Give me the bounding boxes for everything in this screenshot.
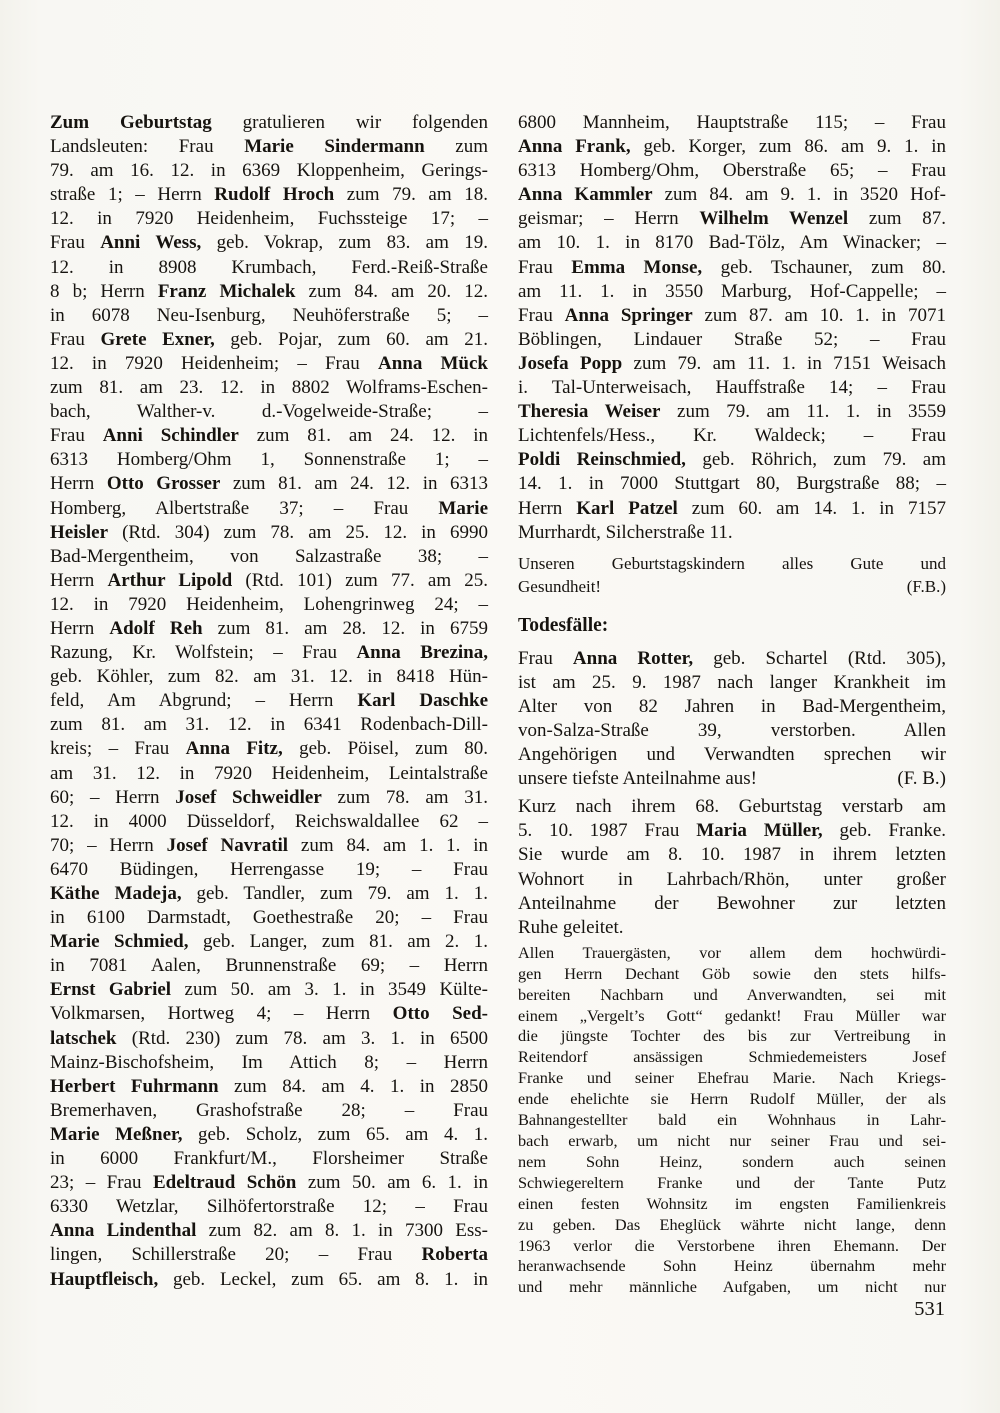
text-line bbox=[518, 328, 946, 352]
text-segment: 12. in 7920 Heidenheim; – Frau bbox=[50, 352, 378, 374]
bold-name-text: Rudolf Hroch bbox=[214, 184, 335, 206]
text-line bbox=[50, 1051, 488, 1075]
text-segment: 12. in 7920 Heidenheim, Fuchssteige 17; – bbox=[50, 208, 488, 230]
text-segment: Mainz-Bischofsheim, Im Attich 8; – Herrn bbox=[50, 1051, 488, 1073]
text-segment: zum 84. am 20. 12. bbox=[295, 280, 488, 302]
bold-name-text: Otto Sed- bbox=[392, 1003, 488, 1025]
bold-name-text: Anna Lindenthal bbox=[50, 1220, 197, 1242]
bold-name-text: Hauptfleisch, bbox=[50, 1268, 159, 1290]
text-segment: nem Sohn Heinz, sondern auch seinen bbox=[518, 1151, 946, 1171]
text-segment: gen Herrn Dechant Göb sowie den stets hilfs- bbox=[518, 963, 946, 983]
text-segment: Herrn bbox=[50, 617, 110, 639]
text-line bbox=[518, 1068, 946, 1089]
text-segment: bach, Walther-v. d.-Vogelweide-Straße; – bbox=[50, 401, 488, 423]
text-line bbox=[50, 1195, 488, 1219]
text-line bbox=[518, 695, 946, 719]
text-line bbox=[518, 256, 946, 280]
text-line bbox=[518, 985, 946, 1006]
text-line bbox=[518, 1047, 946, 1068]
text-line bbox=[518, 1215, 946, 1236]
text-line bbox=[518, 819, 946, 843]
text-segment: 6330 Wetzlar, Silhöfertorstraße 12; – Frau bbox=[50, 1196, 488, 1218]
text-line bbox=[50, 1268, 488, 1292]
text-line bbox=[50, 207, 488, 231]
text-line bbox=[50, 376, 488, 400]
bold-name-text: Karl Daschke bbox=[357, 690, 489, 712]
text-segment: Alter von 82 Jahren in Bad-Mergentheim, bbox=[518, 695, 946, 717]
death-notice-rotter bbox=[518, 647, 946, 792]
bold-name-text: latschek bbox=[50, 1027, 117, 1049]
bold-name-text: Anna Kammler bbox=[518, 184, 653, 206]
text-segment: zum 87. bbox=[848, 208, 946, 230]
text-segment: und mehr männliche Aufgaben, um nicht nur bbox=[518, 1277, 946, 1297]
bold-name-text: Anna Frank, bbox=[518, 136, 631, 158]
text-line bbox=[518, 280, 946, 304]
text-segment: zum 87. am 10. 1. in 7071 bbox=[692, 304, 947, 326]
text-segment: geb. Pöisel, zum 80. bbox=[282, 738, 488, 760]
text-line bbox=[50, 472, 488, 496]
text-line bbox=[50, 786, 488, 810]
text-segment: zum 84. am 9. 1. in 3520 Hof- bbox=[652, 184, 946, 206]
text-segment: geb. Vokrap, zum 83. am 19. bbox=[201, 232, 489, 254]
text-line bbox=[50, 810, 488, 834]
text-line bbox=[518, 1110, 946, 1131]
bold-name-text: Marie bbox=[438, 497, 488, 519]
text-segment: (Rtd. 304) zum 78. am 25. 12. in 6990 bbox=[108, 521, 488, 543]
text-segment: Schwiegereltern Franke und der Tante Putz bbox=[518, 1172, 946, 1192]
text-segment: geb. Röhrich, zum 79. am bbox=[685, 449, 946, 471]
text-segment: Lichtenfels/Hess., Kr. Waldeck; – Frau bbox=[518, 425, 946, 447]
bold-name-text: Maria Müller, bbox=[696, 820, 823, 842]
left-text-column bbox=[50, 111, 488, 1298]
text-segment: (F. B.) bbox=[897, 768, 946, 790]
text-line bbox=[50, 713, 488, 737]
text-segment: geb. Scholz, zum 65. am 4. 1. bbox=[182, 1123, 488, 1145]
text-segment: Murrhardt, Silcherstraße 11. bbox=[518, 521, 733, 543]
text-segment: geb. Köhler, zum 82. am 31. 12. in 8418 Hün- bbox=[50, 666, 488, 688]
bold-name-text: Anna Rotter, bbox=[572, 647, 694, 669]
text-segment: in 6100 Darmstadt, Goethestraße 20; – Frau bbox=[50, 907, 488, 929]
text-segment: bereiten Nachbarn und Anverwandten, sei mit bbox=[518, 984, 946, 1004]
text-segment: 12. in 4000 Düsseldorf, Reichswaldallee 62 – bbox=[50, 810, 488, 832]
text-segment: ist am 25. 9. 1987 nach langer Krankheit im bbox=[518, 671, 946, 693]
text-line bbox=[518, 868, 946, 892]
bold-name-text: Josefa Popp bbox=[518, 352, 623, 374]
text-segment: 12. in 8908 Krumbach, Ferd.-Reiß-Straße bbox=[50, 256, 488, 278]
text-segment: einem „Vergelt’s Gott“ gedankt! Frau Müller war bbox=[518, 1005, 946, 1025]
text-segment: am 31. 12. in 7920 Heidenheim, Leintalstraße bbox=[50, 762, 488, 784]
text-line bbox=[50, 665, 488, 689]
text-line bbox=[50, 978, 488, 1002]
text-line bbox=[50, 954, 488, 978]
text-line bbox=[518, 424, 946, 448]
text-line bbox=[50, 617, 488, 641]
text-segment: Gesundheit! bbox=[518, 576, 602, 596]
text-segment: zum bbox=[424, 136, 489, 158]
text-line bbox=[518, 183, 946, 207]
text-line bbox=[518, 376, 946, 400]
text-segment: 6800 Mannheim, Hauptstraße 115; – Frau bbox=[518, 112, 946, 133]
text-line bbox=[50, 183, 488, 207]
text-segment: die jüngste Tochter des bis zur Vertreibung in bbox=[518, 1026, 946, 1046]
bold-name-text: Josef Schweidler bbox=[175, 786, 322, 808]
birthday-continuation bbox=[518, 111, 946, 545]
text-line bbox=[50, 1099, 488, 1123]
text-segment: am 11. 1. in 3550 Marburg, Hof-Cappelle; – bbox=[518, 280, 946, 302]
text-segment: (Rtd. 101) zum 77. am 25. bbox=[232, 569, 489, 591]
text-line bbox=[518, 1026, 946, 1047]
bold-name-text: Marie Schmied, bbox=[50, 931, 189, 953]
text-segment: 5. 10. 1987 Frau bbox=[518, 820, 697, 842]
text-segment: Bremerhaven, Grashofstraße 28; – Frau bbox=[50, 1099, 488, 1121]
text-segment: einen festen Wohnsitz im engsten Familienkreis bbox=[518, 1193, 946, 1213]
text-segment: bach erwarb, um nicht nur seiner Frau und sei- bbox=[518, 1130, 946, 1150]
bold-name-text: Arthur Lipold bbox=[107, 569, 233, 591]
text-segment: Frau bbox=[50, 328, 101, 350]
text-line bbox=[518, 767, 946, 791]
text-segment: Wohnort in Lahrbach/Rhön, unter großer bbox=[518, 868, 946, 890]
text-segment: Bahnangestellter bald ein Wohnhaus in Lahr- bbox=[518, 1110, 946, 1130]
bold-name-text: Poldi Reinschmied, bbox=[518, 449, 686, 471]
text-line bbox=[50, 689, 488, 713]
text-line bbox=[518, 892, 946, 916]
text-segment: zum 79. am 11. 1. in 7151 Weisach bbox=[622, 352, 946, 374]
text-segment: Frau bbox=[518, 256, 572, 278]
text-segment: zum 50. am 6. 1. in bbox=[296, 1172, 489, 1194]
text-line bbox=[518, 111, 946, 135]
text-segment: Allen Trauergästen, vor allem dem hochwürdi- bbox=[518, 942, 946, 962]
text-segment: Ruhe geleitet. bbox=[518, 916, 624, 938]
birthday-wishes-note bbox=[518, 552, 946, 598]
text-line bbox=[50, 352, 488, 376]
text-segment: geb. Pojar, zum 60. am 21. bbox=[214, 328, 489, 350]
text-segment: zum 50. am 3. 1. in 3549 Külte- bbox=[171, 979, 488, 1001]
text-segment: 79. am 16. 12. in 6369 Kloppenheim, Gerings- bbox=[50, 160, 488, 182]
bold-name-text: Anna Springer bbox=[564, 304, 693, 326]
text-line bbox=[518, 1089, 946, 1110]
text-segment: heranwachsende Sohn Heinz übernahm mehr bbox=[518, 1256, 946, 1276]
text-line bbox=[518, 552, 946, 575]
text-line bbox=[50, 737, 488, 761]
page-number: 531 bbox=[914, 1298, 945, 1320]
text-line bbox=[50, 521, 488, 545]
text-segment: zum 81. am 31. 12. in 6341 Rodenbach-Dill- bbox=[50, 714, 488, 736]
text-line bbox=[50, 231, 488, 255]
bold-name-text: Emma Monse, bbox=[571, 256, 703, 278]
bold-name-text: Herbert Fuhrmann bbox=[50, 1075, 219, 1097]
text-segment: 1963 verlor die Verstorbene ihren Ehemann. Der bbox=[518, 1235, 946, 1255]
text-line bbox=[518, 352, 946, 376]
text-line bbox=[518, 231, 946, 255]
text-segment: straße 1; – Herrn bbox=[50, 184, 215, 206]
text-segment: geb. Schartel (Rtd. 305), bbox=[693, 647, 947, 669]
bold-name-text: Anna Brezina, bbox=[356, 642, 488, 664]
bold-name-text: Marie Meßner, bbox=[50, 1123, 183, 1145]
text-line bbox=[518, 843, 946, 867]
right-text-column bbox=[518, 111, 946, 1298]
text-line bbox=[50, 497, 488, 521]
text-segment: in 7081 Aalen, Brunnenstraße 69; – Herrn bbox=[50, 955, 488, 977]
bold-name-text: Wilhelm Wenzel bbox=[699, 208, 849, 230]
obituary-paragraph bbox=[518, 943, 946, 1298]
text-segment: zum 60. am 14. 1. in 7157 bbox=[677, 497, 946, 519]
text-segment: Frau bbox=[518, 304, 565, 326]
text-segment: kreis; – Frau bbox=[50, 738, 186, 760]
text-segment: gratulieren wir folgenden bbox=[211, 112, 488, 133]
text-segment: 14. 1. in 7000 Stuttgart 80, Burgstraße 88; – bbox=[518, 473, 946, 495]
text-line bbox=[50, 1219, 488, 1243]
bold-name-text: Käthe Madeja, bbox=[50, 883, 182, 904]
text-line bbox=[50, 256, 488, 280]
text-segment: Reitendorf ansässigen Schmiedemeisters Josef bbox=[518, 1047, 946, 1067]
text-segment: 6313 Homberg/Ohm, Oberstraße 65; – Frau bbox=[518, 160, 946, 182]
text-segment: geb. Leckel, zum 65. am 8. 1. in bbox=[158, 1268, 488, 1290]
text-segment: zum 82. am 8. 1. in 7300 Ess- bbox=[196, 1220, 488, 1242]
text-segment: Frau bbox=[518, 647, 573, 669]
text-segment: feld, Am Abgrund; – Herrn bbox=[50, 690, 358, 712]
text-line bbox=[50, 858, 488, 882]
text-segment: Herrn bbox=[50, 569, 108, 591]
text-segment: 60; – Herrn bbox=[50, 786, 176, 808]
text-segment: zum 79. am 18. bbox=[334, 184, 488, 206]
text-line bbox=[50, 159, 488, 183]
text-segment: 12. in 7920 Heidenheim, Lohengrinweg 24; – bbox=[50, 593, 488, 615]
text-line bbox=[50, 1002, 488, 1026]
text-line bbox=[518, 400, 946, 424]
text-line bbox=[50, 328, 488, 352]
text-segment: geismar; – Herrn bbox=[518, 208, 700, 230]
text-line bbox=[50, 641, 488, 665]
bold-name-text: Theresia Weiser bbox=[518, 401, 661, 423]
bold-name-text: Ernst Gabriel bbox=[50, 979, 172, 1001]
bold-name-text: Anni Schindler bbox=[102, 425, 239, 447]
text-line bbox=[518, 521, 946, 545]
text-line bbox=[50, 545, 488, 569]
text-line bbox=[518, 647, 946, 671]
text-segment: geb. Tschauner, zum 80. bbox=[702, 256, 947, 278]
text-line bbox=[518, 964, 946, 985]
text-line bbox=[518, 743, 946, 767]
text-segment: Unseren Geburtstagskindern alles Gute und bbox=[518, 553, 946, 573]
text-line bbox=[50, 448, 488, 472]
text-segment: 8 b; Herrn bbox=[50, 280, 158, 302]
text-segment: zum 81. am 28. 12. in 6759 bbox=[202, 617, 489, 639]
text-line bbox=[50, 280, 488, 304]
text-segment: Herrn bbox=[518, 497, 577, 519]
text-segment: Bad-Mergentheim, von Salzastraße 38; – bbox=[50, 545, 488, 567]
text-line bbox=[518, 1236, 946, 1257]
text-segment: geb. Franke. bbox=[822, 820, 947, 842]
bold-name-text: Otto Grosser bbox=[106, 473, 221, 495]
text-segment: Böblingen, Lindauer Straße 52; – Frau bbox=[518, 328, 946, 350]
text-segment: (F.B.) bbox=[906, 576, 946, 596]
text-line bbox=[518, 1006, 946, 1027]
bold-name-text: Josef Navratil bbox=[166, 834, 289, 856]
text-line bbox=[50, 111, 488, 135]
text-line bbox=[518, 448, 946, 472]
text-segment: 70; – Herrn bbox=[50, 834, 167, 856]
text-line bbox=[50, 882, 488, 906]
text-line bbox=[518, 1152, 946, 1173]
text-segment: zum 78. am 31. bbox=[321, 786, 488, 808]
text-segment: 6313 Homberg/Ohm 1, Sonnenstraße 1; – bbox=[50, 449, 488, 471]
text-line bbox=[50, 1147, 488, 1171]
text-segment: geb. Tandler, zum 79. am 1. 1. bbox=[181, 883, 488, 904]
death-notice-mueller bbox=[518, 795, 946, 940]
text-line bbox=[50, 1123, 488, 1147]
text-segment: (Rtd. 230) zum 78. am 3. 1. in 6500 bbox=[116, 1027, 488, 1049]
text-line bbox=[50, 930, 488, 954]
bold-name-text: Anna Fitz, bbox=[185, 738, 283, 760]
text-line bbox=[50, 834, 488, 858]
text-segment: Razung, Kr. Wolfstein; – Frau bbox=[50, 642, 357, 664]
text-segment: am 10. 1. in 8170 Bad-Tölz, Am Winacker; – bbox=[518, 232, 946, 254]
text-segment: von-Salza-Straße 39, verstorben. Allen bbox=[518, 719, 946, 741]
bold-name-text: Grete Exner, bbox=[100, 328, 215, 350]
text-columns bbox=[50, 111, 946, 1298]
text-line bbox=[50, 1243, 488, 1267]
text-segment: Landsleuten: Frau bbox=[50, 136, 245, 158]
bold-name-text: Adolf Reh bbox=[109, 617, 203, 639]
text-line bbox=[50, 1027, 488, 1051]
text-segment: Sie wurde am 8. 10. 1987 in ihrem letzten bbox=[518, 844, 946, 866]
text-line bbox=[518, 916, 946, 940]
text-segment: zum 81. am 24. 12. in bbox=[238, 425, 489, 447]
text-segment: Kurz nach ihrem 68. Geburtstag verstarb am bbox=[518, 796, 946, 818]
text-segment: zum 79. am 11. 1. in 3559 bbox=[660, 401, 947, 423]
text-segment: Homberg, Albertstraße 37; – Frau bbox=[50, 497, 439, 519]
text-segment: unsere tiefste Anteilnahme aus! bbox=[518, 768, 758, 790]
text-line bbox=[518, 472, 946, 496]
text-line bbox=[518, 1277, 946, 1298]
text-segment: Volkmarsen, Hortweg 4; – Herrn bbox=[50, 1003, 393, 1025]
text-line bbox=[518, 671, 946, 695]
text-line bbox=[50, 424, 488, 448]
bold-name-text: Zum Geburtstag bbox=[50, 112, 212, 133]
text-line bbox=[518, 304, 946, 328]
text-line bbox=[518, 1256, 946, 1277]
text-line bbox=[518, 159, 946, 183]
text-line bbox=[518, 943, 946, 964]
text-segment: zum 84. am 1. 1. in bbox=[288, 834, 488, 856]
text-line bbox=[518, 1194, 946, 1215]
bold-name-text: Marie Sindermann bbox=[244, 136, 425, 158]
text-segment: zum 84. am 4. 1. in 2850 bbox=[218, 1075, 488, 1097]
bold-name-text: Heisler bbox=[50, 521, 109, 543]
text-line bbox=[518, 1173, 946, 1194]
text-line bbox=[50, 1075, 488, 1099]
deaths-section-heading: Todesfälle: bbox=[518, 614, 609, 636]
bold-name-text: Karl Patzel bbox=[576, 497, 678, 519]
text-segment: in 6078 Neu-Isenburg, Neuhöferstraße 5; – bbox=[50, 304, 488, 326]
text-line bbox=[518, 497, 946, 521]
text-segment: Frau bbox=[50, 232, 101, 254]
text-line bbox=[518, 575, 946, 598]
text-segment: zum 81. am 24. 12. in 6313 bbox=[220, 473, 489, 495]
text-line bbox=[518, 135, 946, 159]
text-segment: geb. Korger, zum 86. am 9. 1. in bbox=[630, 136, 947, 158]
text-line bbox=[518, 795, 946, 819]
text-segment: Angehörigen und Verwandten sprechen wir bbox=[518, 744, 946, 766]
text-segment: Anteilnahme der Bewohner zur letzten bbox=[518, 892, 946, 914]
text-line bbox=[50, 1171, 488, 1195]
text-segment: Franke und seiner Ehefrau Marie. Nach Kriegs- bbox=[518, 1068, 946, 1088]
text-segment: geb. Langer, zum 81. am 2. 1. bbox=[188, 931, 488, 953]
text-segment: Frau bbox=[50, 425, 103, 447]
text-segment: lingen, Schillerstraße 20; – Frau bbox=[50, 1244, 422, 1266]
text-line bbox=[50, 762, 488, 786]
text-line bbox=[50, 569, 488, 593]
text-line bbox=[50, 593, 488, 617]
text-line bbox=[50, 304, 488, 328]
text-segment: zum 81. am 23. 12. in 8802 Wolframs-Eschen- bbox=[50, 377, 488, 399]
bold-name-text: Edeltraud Schön bbox=[152, 1172, 297, 1194]
bold-name-text: Anna Mück bbox=[377, 352, 489, 374]
text-segment: Herrn bbox=[50, 473, 107, 495]
text-line bbox=[518, 719, 946, 743]
text-line bbox=[50, 400, 488, 424]
text-segment: in 6000 Frankfurt/M., Florsheimer Straße bbox=[50, 1148, 488, 1170]
text-segment: zu geben. Das Eheglück währte nicht lange, denn bbox=[518, 1214, 946, 1234]
text-line bbox=[518, 207, 946, 231]
text-line bbox=[50, 135, 488, 159]
bold-name-text: Roberta bbox=[421, 1244, 488, 1266]
bold-name-text: Anni Wess, bbox=[100, 232, 202, 254]
text-segment: i. Tal-Unterweisach, Hauffstraße 14; – Frau bbox=[518, 377, 946, 399]
text-line bbox=[50, 906, 488, 930]
text-segment: 23; – Frau bbox=[50, 1172, 153, 1194]
bold-name-text: Franz Michalek bbox=[157, 280, 296, 302]
text-segment: ende ehelichte sie Herrn Rudolf Müller, der als bbox=[518, 1089, 946, 1109]
text-segment: 6470 Büdingen, Herrengasse 19; – Frau bbox=[50, 858, 488, 880]
text-line bbox=[518, 1131, 946, 1152]
